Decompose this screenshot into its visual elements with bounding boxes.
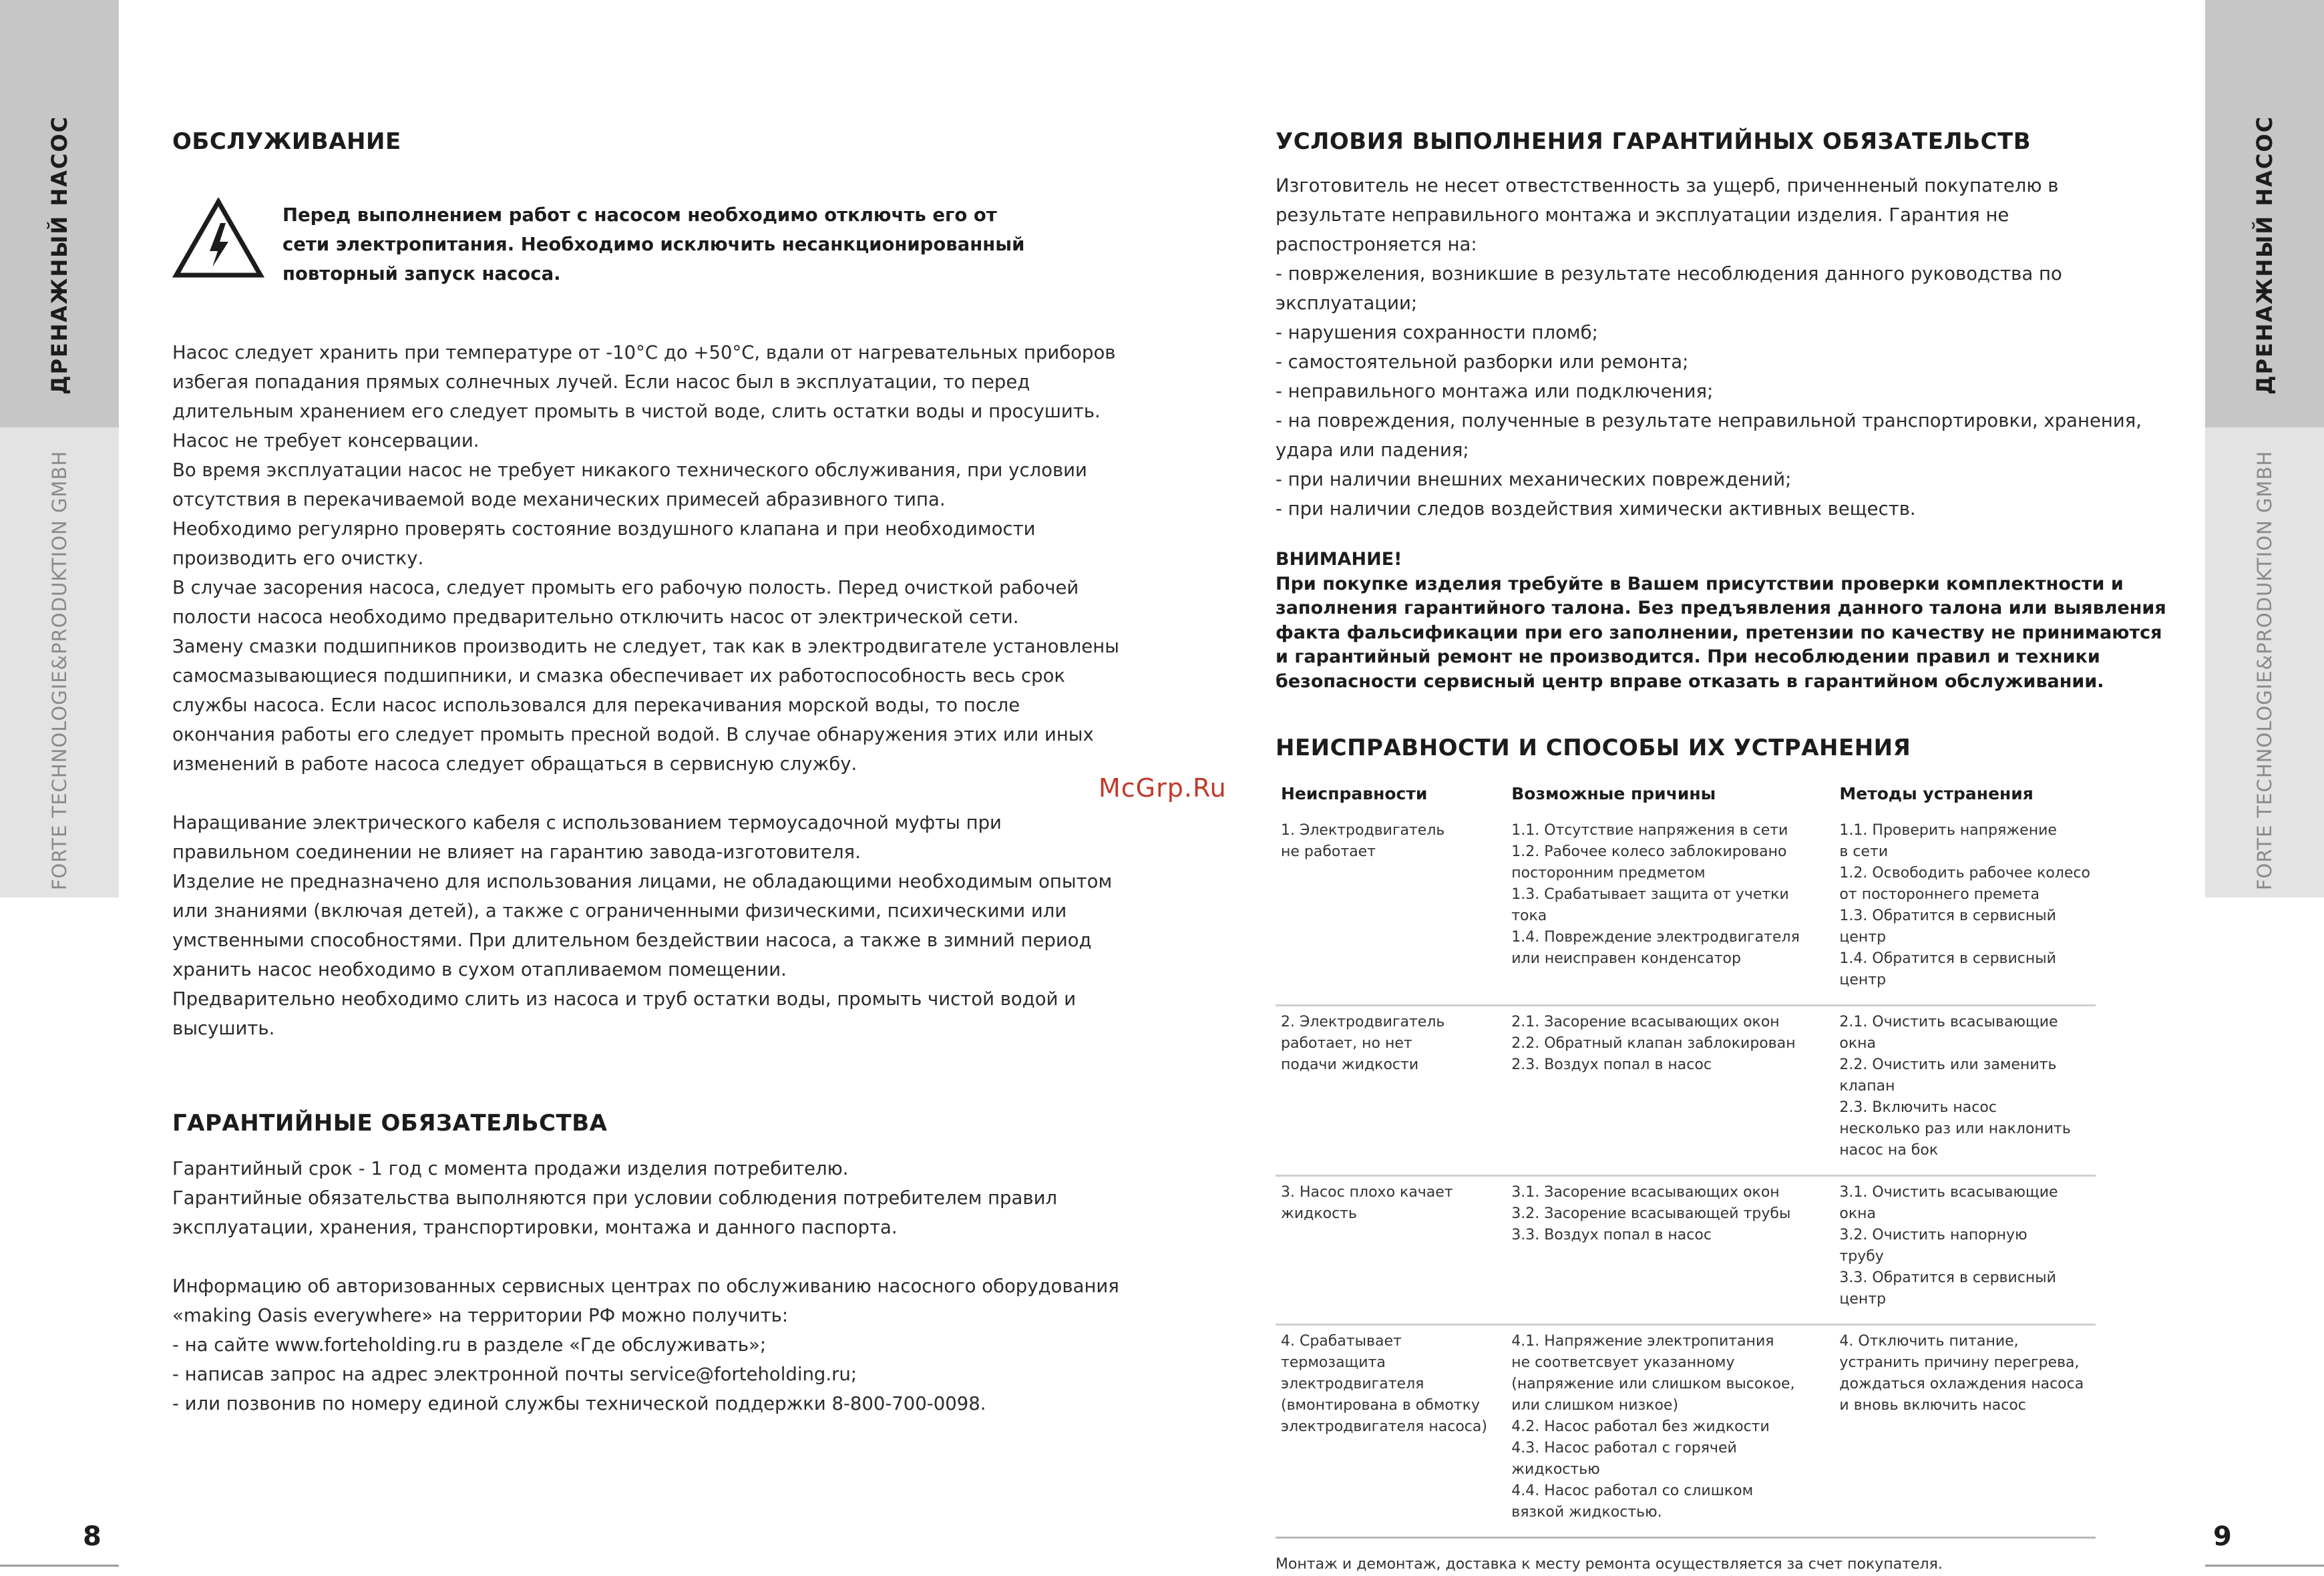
text-line: - при наличии внешних механических повреждений; xyxy=(1276,469,1792,490)
text-line: эксплуатации; xyxy=(1276,292,1418,314)
footer-line-left xyxy=(0,1565,119,1567)
text-line: правильном соединении не влияет на гарантию завода-изготовителя. xyxy=(172,841,861,863)
cell-line: 3.3. Воздух попал в насос xyxy=(1511,1227,1712,1243)
cell-line: 3. Насос плохо качает xyxy=(1281,1184,1453,1201)
cell-line: тока xyxy=(1511,908,1547,924)
cell-line: окна xyxy=(1839,1035,1877,1052)
table-cell-fault xyxy=(1276,1325,1506,1538)
text-line: удара или падения; xyxy=(1276,439,1469,461)
cell-line: не соответсвует указанному xyxy=(1511,1354,1735,1371)
table-row xyxy=(1276,1325,2096,1538)
text-line: Информацию об авторизованных сервисных центрах по обслуживанию насосного оборудования xyxy=(172,1275,1119,1297)
cell-line: подачи жидкости xyxy=(1281,1056,1419,1073)
column-header: Возможные причины xyxy=(1511,784,1716,803)
text-line: избегая попадания прямых солнечных лучей. Если насос был в эксплуатации, то перед xyxy=(172,371,1030,393)
attention-line: и гарантийный ремонт не производится. При несоблюдении правил и техники xyxy=(1276,646,2100,667)
faults-heading: НЕИСПРАВНОСТИ И СПОСОБЫ ИХ УСТРАНЕНИЯ xyxy=(1276,735,1911,761)
table-row xyxy=(1276,1006,2096,1176)
text-line: - на повреждения, полученные в результате неправильной транспортировки, хранения, xyxy=(1276,410,2142,431)
cell-line: 1.1. Отсутствие напряжения в сети xyxy=(1511,822,1788,839)
table-cell-causes xyxy=(1506,815,1834,1006)
text-line: - нарушения сохранности пломб; xyxy=(1276,322,1598,343)
cell-line: насос на бок xyxy=(1839,1142,1939,1159)
cell-line: 2.3. Воздух попал в насос xyxy=(1511,1056,1712,1073)
cell-line: термозащита xyxy=(1281,1354,1386,1371)
cell-line: дождаться охлаждения насоса xyxy=(1839,1376,2084,1392)
high-voltage-warning-icon xyxy=(172,198,264,279)
table-cell-causes xyxy=(1506,1176,1834,1325)
table-row xyxy=(1276,815,2096,1006)
attention-line: факта фальсификации при его заполнении, претензии по качеству не принимаются xyxy=(1276,622,2162,643)
cell-line: 1.1. Проверить напряжение xyxy=(1839,822,2057,839)
cell-line: электродвигателя насоса) xyxy=(1281,1418,1487,1435)
cell-line: или неисправен конденсатор xyxy=(1511,950,1741,967)
cell-line: 2.1. Очистить всасывающие xyxy=(1839,1014,2058,1030)
text-line: - самостоятельной разборки или ремонта; xyxy=(1276,351,1689,373)
cell-line: 4. Отключить питание, xyxy=(1839,1333,2019,1350)
table-cell-fixes xyxy=(1834,1176,2096,1325)
text-line: Гарантийные обязательства выполняются при условии соблюдения потребителем правил xyxy=(172,1187,1058,1209)
sidebar-brand: FORTE TECHNOLOGIE&PRODUKTION GMBH xyxy=(48,450,71,891)
attention-line: заполнения гарантийного талона. Без предъявления данного талона или выявления xyxy=(1276,598,2166,618)
text-line: Изделие не предназначено для использования лицами, не обладающими необходимым опытом xyxy=(172,871,1113,892)
text-line: окончания работы его следует промыть пресной водой. В случае обнаружения этих или иных xyxy=(172,724,1094,745)
sidebar-title: ДРЕНАЖНЫЙ НАСОС xyxy=(2252,115,2277,395)
cell-line: центр xyxy=(1839,972,1887,988)
cell-line: окна xyxy=(1839,1205,1877,1222)
maintenance-body xyxy=(172,338,1119,779)
warning-line: сети электропитания. Необходимо исключить несанкционированный xyxy=(282,234,1025,255)
cell-line: устранить причину перегрева, xyxy=(1839,1354,2080,1371)
cell-line: 3.2. Засорение всасывающей трубы xyxy=(1511,1205,1791,1222)
text-line: производить его очистку. xyxy=(172,548,424,569)
text-line: длительным хранением его следует промыть в чистой воде, слить остатки воды и просушить. xyxy=(172,401,1101,422)
cell-line: 2. Электродвигатель xyxy=(1281,1014,1445,1030)
cell-line: 2.1. Засорение всасывающих окон xyxy=(1511,1014,1780,1030)
cell-line: 4. Срабатывает xyxy=(1281,1333,1402,1350)
cell-line: жидкостью xyxy=(1511,1461,1600,1478)
table-header-row xyxy=(1276,780,2096,815)
cell-line: 4.2. Насос работал без жидкости xyxy=(1511,1418,1770,1435)
text-line: В случае засорения насоса, следует промыть его рабочую полость. Перед очисткой рабочей xyxy=(172,577,1079,598)
warranty-heading: ГАРАНТИЙНЫЕ ОБЯЗАТЕЛЬСТВА xyxy=(172,1110,608,1137)
cell-line: работает, но нет xyxy=(1281,1035,1412,1052)
cell-line: электродвигателя xyxy=(1281,1376,1424,1392)
text-line: распостроняется на: xyxy=(1276,234,1477,255)
table-cell-fault xyxy=(1276,1176,1506,1325)
service-info xyxy=(172,1271,1119,1418)
cell-line: 1.3. Срабатывает защита от учетки xyxy=(1511,886,1789,903)
text-line: - повржеления, возникшие в результате несоблюдения данного руководства по xyxy=(1276,263,2062,284)
attention-title: ВНИМАНИЕ! xyxy=(1276,549,1402,570)
warning-line: Перед выполнением работ с насосом необходимо отключть его от xyxy=(282,204,997,226)
cell-line: (вмонтирована в обмотку xyxy=(1281,1397,1480,1414)
text-line: - неправильного монтажа или подключения; xyxy=(1276,381,1714,402)
text-line: умственными способностями. При длительном бездействии насоса, а также в зимний период xyxy=(172,930,1092,951)
text-line: Замену смазки подшипников производить не следует, так как в электродвигателе установлены xyxy=(172,636,1119,657)
footer-line-right xyxy=(2205,1565,2324,1567)
text-line: высушить. xyxy=(172,1018,275,1039)
cell-line: 1.4. Повреждение электродвигателя xyxy=(1511,929,1800,946)
cell-line: клапан xyxy=(1839,1078,1895,1095)
cell-line: или слишком низкое) xyxy=(1511,1397,1679,1414)
cell-line: центр xyxy=(1839,929,1887,946)
table-footnote: Монтаж и демонтаж, доставка к месту ремонта осуществляется за счет покупателя. xyxy=(1276,1556,1943,1573)
cell-line: 3.2. Очистить напорную xyxy=(1839,1227,2027,1243)
text-line: Необходимо регулярно проверять состояние воздушного клапана и при необходимости xyxy=(172,518,1036,540)
text-line: отсутствия в перекачиваемой воде механических примесей абразивного типа. xyxy=(172,489,946,510)
text-line: эксплуатации, хранения, транспортировки, монтажа и данного паспорта. xyxy=(172,1217,898,1238)
cell-line: 2.2. Обратный клапан заблокирован xyxy=(1511,1035,1796,1052)
text-line: Наращивание электрического кабеля с использованием термоусадочной муфты при xyxy=(172,812,1002,833)
text-line: Гарантийный срок - 1 год с момента продажи изделия потребителю. xyxy=(172,1158,849,1179)
conditions-body xyxy=(1276,171,2142,524)
table-cell-fixes xyxy=(1834,1006,2096,1176)
text-line: Насос не требует консервации. xyxy=(172,430,479,451)
conditions-heading: УСЛОВИЯ ВЫПОЛНЕНИЯ ГАРАНТИЙНЫХ ОБЯЗАТЕЛЬСТВ xyxy=(1276,128,2031,155)
cell-line: 4.4. Насос работал со слишком xyxy=(1511,1483,1754,1499)
faults-table-body xyxy=(1276,815,2096,1538)
table-cell-fixes xyxy=(1834,1325,2096,1538)
table-cell-fixes xyxy=(1834,815,2096,1006)
cell-line: не работает xyxy=(1281,843,1376,860)
sidebar-brand: FORTE TECHNOLOGIE&PRODUKTION GMBH xyxy=(2253,450,2276,891)
cell-line: 3.1. Засорение всасывающих окон xyxy=(1511,1184,1780,1201)
cell-line: 1.2. Рабочее колесо заблокировано xyxy=(1511,843,1787,860)
cell-line: 3.3. Обратится в сервисный xyxy=(1839,1269,2056,1286)
table-cell-causes xyxy=(1506,1325,1834,1538)
cell-line: в сети xyxy=(1839,843,1889,860)
cell-line: несколько раз или наклонить xyxy=(1839,1121,2071,1137)
page-number-right: 9 xyxy=(2213,1521,2232,1552)
cell-line: 3.1. Очистить всасывающие xyxy=(1839,1184,2058,1201)
cell-line: от постороннего премета xyxy=(1839,886,2040,903)
warning-text xyxy=(282,200,1024,288)
text-line: результате неправильного монтажа и эксплуатации изделия. Гарантия не xyxy=(1276,204,2009,226)
column-header: Методы устранения xyxy=(1839,784,2034,803)
text-line: «making Oasis everywhere» на территории РФ можно получить: xyxy=(172,1305,789,1326)
text-line: хранить насос необходимо в сухом отапливаемом помещении. xyxy=(172,959,787,980)
maintenance-body-2 xyxy=(172,808,1112,1043)
text-line: Насос следует хранить при температуре от -10°C до +50°C, вдали от нагревательных приборов xyxy=(172,342,1116,363)
text-line: или знаниями (включая детей), а также с ограниченными физическими, психическими или xyxy=(172,900,1067,922)
text-line: Изготовитель не несет отвестственность за ущерб, приченненый покупателю в xyxy=(1276,175,2059,196)
cell-line: 4.1. Напряжение электропитания xyxy=(1511,1333,1774,1350)
cell-line: 1.4. Обратится в сервисный xyxy=(1839,950,2056,967)
column-header: Неисправности xyxy=(1281,784,1428,803)
faults-table xyxy=(1276,780,2096,1539)
cell-line: 1.2. Освободить рабочее колесо xyxy=(1839,865,2090,881)
watermark: McGrp.Ru xyxy=(1099,773,1227,803)
page-number-left: 8 xyxy=(83,1521,102,1552)
cell-line: 2.3. Включить насос xyxy=(1839,1099,1997,1116)
cell-line: (напряжение или слишком высокое, xyxy=(1511,1376,1795,1392)
text-line: - написав запрос на адрес электронной почты service@forteholding.ru; xyxy=(172,1364,857,1385)
cell-line: и вновь включить насос xyxy=(1839,1397,2026,1414)
table-cell-causes xyxy=(1506,1006,1834,1176)
cell-line: 4.3. Насос работал с горячей xyxy=(1511,1440,1737,1456)
cell-line: 1.3. Обратится в сервисный xyxy=(1839,908,2056,924)
attention-block xyxy=(1276,548,2166,694)
attention-line: безопасности сервисный центр вправе отказать в гарантийном обслуживании. xyxy=(1276,670,2104,692)
text-line: Во время эксплуатации насос не требует никакого технического обслуживания, при условии xyxy=(172,459,1087,481)
cell-line: вязкой жидкостью. xyxy=(1511,1504,1662,1521)
cell-line: 2.2. Очистить или заменить xyxy=(1839,1056,2057,1073)
text-line: Предварительно необходимо слить из насоса и труб остатки воды, промыть чистой водой и xyxy=(172,988,1077,1010)
cell-line: жидкость xyxy=(1281,1205,1357,1222)
text-line: самосмазывающиеся подшипники, и смазка обеспечивает их работоспособность весь срок xyxy=(172,665,1066,686)
cell-line: трубу xyxy=(1839,1248,1884,1265)
table-row xyxy=(1276,1176,2096,1325)
table-cell-fault xyxy=(1276,815,1506,1006)
warning-line: повторный запуск насоса. xyxy=(282,263,561,284)
text-line: полости насоса необходимо предварительно отключить насос от электрической сети. xyxy=(172,606,1019,628)
text-line: - на сайте www.forteholding.ru в разделе «Где обслуживать»; xyxy=(172,1334,767,1356)
cell-line: центр xyxy=(1839,1291,1887,1308)
maintenance-heading: ОБСЛУЖИВАНИЕ xyxy=(172,128,401,155)
cell-line: 1. Электродвигатель xyxy=(1281,822,1445,839)
table-cell-fault xyxy=(1276,1006,1506,1176)
sidebar-title: ДРЕНАЖНЫЙ НАСОС xyxy=(47,115,72,395)
warranty-body xyxy=(172,1154,1057,1242)
attention-line: При покупке изделия требуйте в Вашем присутствии проверки комплектности и xyxy=(1276,573,2124,594)
text-line: изменений в работе насоса следует обращаться в сервисную службу. xyxy=(172,753,857,775)
text-line: службы насоса. Если насос использовался для перекачивания морской воды, то после xyxy=(172,695,1020,716)
cell-line: посторонним предметом xyxy=(1511,865,1706,881)
text-line: - или позвонив по номеру единой службы технической поддержки 8-800-700-0098. xyxy=(172,1393,986,1414)
text-line: - при наличии следов воздействия химически активных веществ. xyxy=(1276,498,1916,520)
